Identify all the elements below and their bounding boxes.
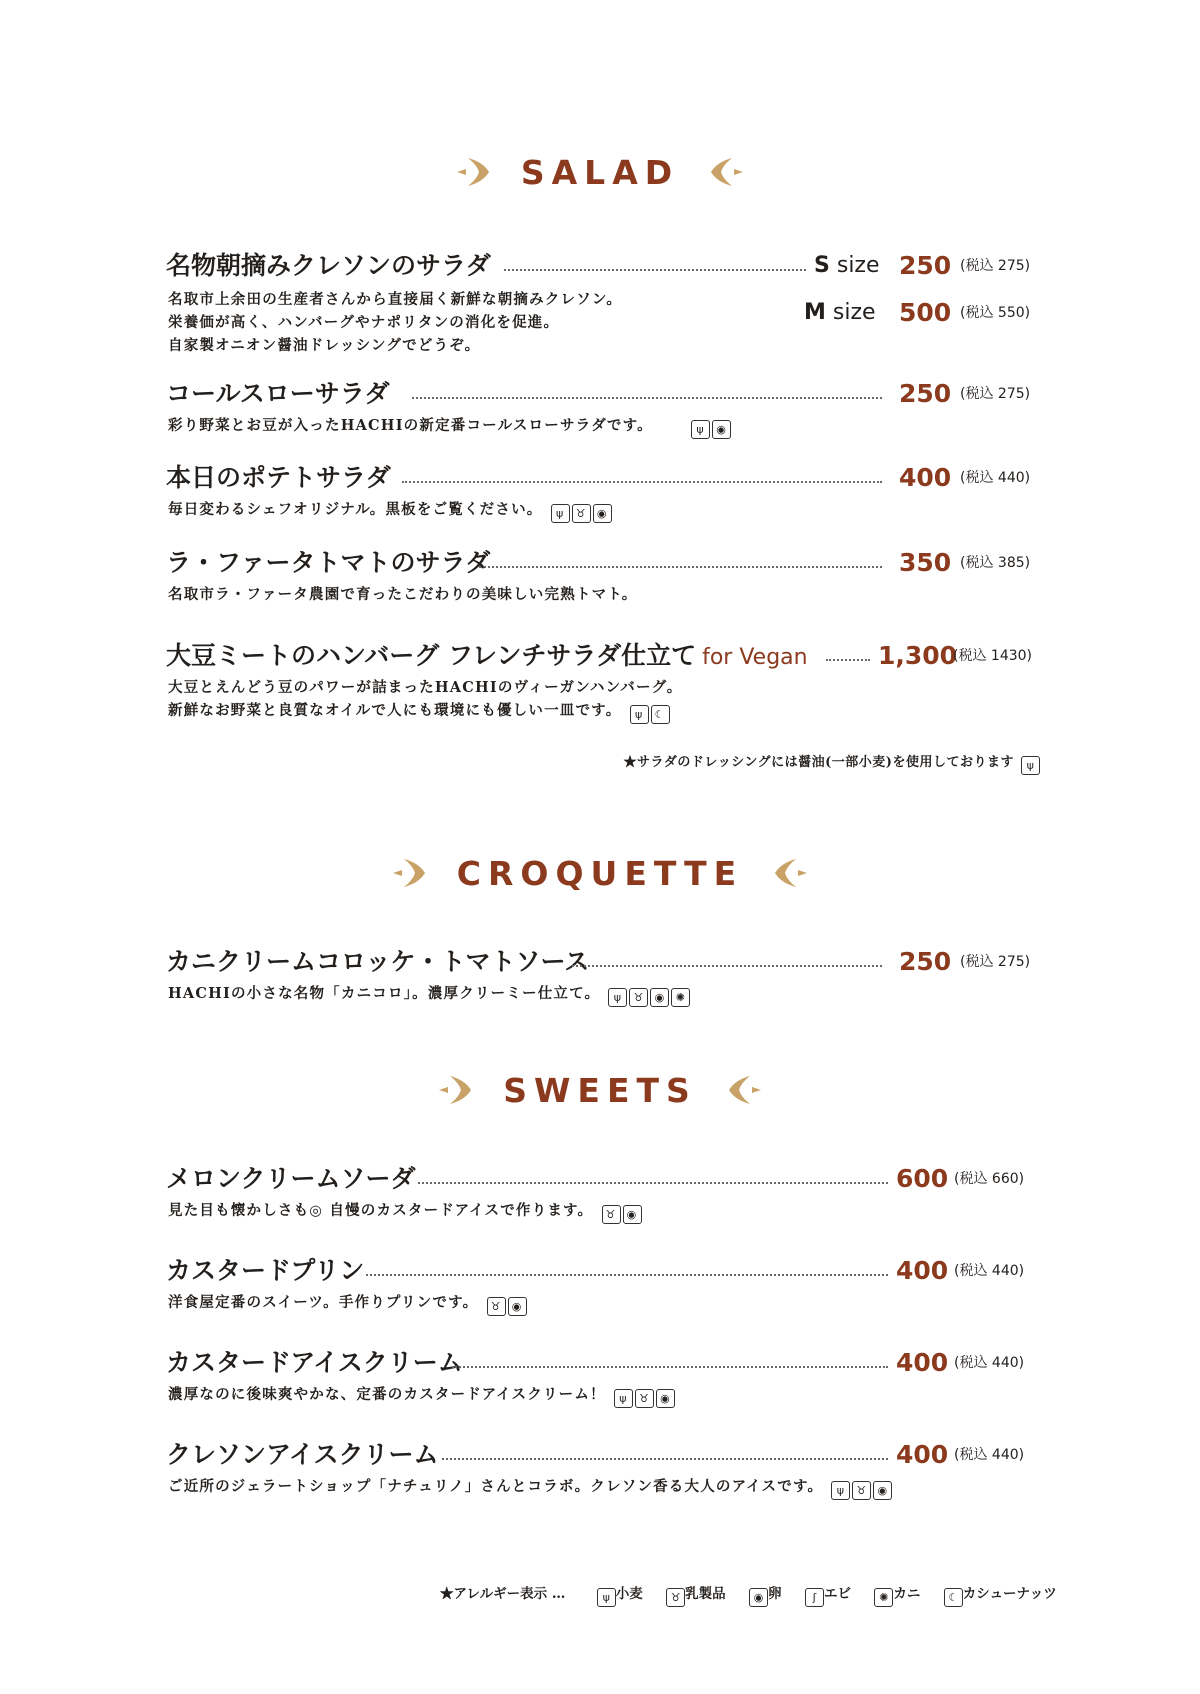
- shrimp-icon: ʃ: [805, 1588, 824, 1607]
- cow-icon: ♉: [635, 1389, 654, 1408]
- wheat-icon: ψ: [597, 1588, 616, 1607]
- item-description: 彩り野菜とお豆が入ったHACHIの新定番コールスローサラダです。 ψ ◉: [168, 414, 1044, 439]
- wheat-icon: ψ: [551, 504, 570, 523]
- wheat-icon: ψ: [1021, 756, 1040, 775]
- ornament-left-icon: [453, 152, 493, 192]
- cashew-icon: ☾: [944, 1588, 963, 1607]
- section-title-text: SALAD: [520, 152, 680, 192]
- crab-icon: ✺: [671, 988, 690, 1007]
- item-name: カスタードアイスクリーム: [166, 1348, 463, 1377]
- menu-item-coleslaw: [166, 374, 1044, 439]
- item-description: 名取市ラ・ファータ農園で育ったこだわりの美味しい完熟トマト。: [168, 586, 638, 603]
- section-title-text: CROQUETTE: [456, 853, 744, 893]
- item-price: 500: [899, 298, 952, 327]
- item-name: カニクリームコロッケ・トマトソース: [166, 947, 590, 976]
- allergen-icons: [485, 1294, 527, 1311]
- wheat-icon: ψ: [691, 420, 710, 439]
- egg-icon: ◉: [656, 1389, 675, 1408]
- allergen-icons: [600, 1202, 642, 1219]
- menu-item-watercress-ice-cream: [166, 1435, 1044, 1500]
- cow-icon: ♉: [487, 1297, 506, 1316]
- dot-leader: [412, 397, 882, 399]
- item-price-tax: (税込 440): [954, 1355, 1025, 1371]
- size-label-s: S size: [814, 253, 880, 278]
- cow-icon: ♉: [572, 504, 591, 523]
- egg-icon: ◉: [650, 988, 669, 1007]
- dot-leader: [418, 1182, 888, 1184]
- item-price: 350: [899, 548, 952, 577]
- egg-icon: ◉: [593, 504, 612, 523]
- dot-leader: [402, 481, 882, 483]
- egg-icon: ◉: [623, 1205, 642, 1224]
- size-row-m: [166, 293, 1044, 333]
- dot-leader: [572, 965, 882, 967]
- ornament-left-icon: [389, 853, 429, 893]
- item-description: 毎日変わるシェフオリジナル。黒板をご覧ください。 ψ ♉ ◉: [168, 498, 1044, 523]
- menu-item-vegan-hamburg: [166, 636, 1044, 724]
- legend-wheat: 小麦: [615, 1586, 643, 1602]
- item-price-tax: (税込 550): [960, 305, 1031, 321]
- item-name: 本日のポテトサラダ: [166, 463, 391, 492]
- menu-item-tomato-salad: [166, 543, 1044, 606]
- menu-item-custard-ice-cream: [166, 1343, 1044, 1408]
- wheat-icon: ψ: [608, 988, 627, 1007]
- salad-dressing-note: ★サラダのドレッシングには醤油(一部小麦)を使用しております ψ: [624, 751, 1041, 775]
- wheat-icon: ψ: [614, 1389, 633, 1408]
- cow-icon: ♉: [629, 988, 648, 1007]
- item-price: 250: [899, 251, 952, 280]
- egg-icon: ◉: [508, 1297, 527, 1316]
- egg-icon: ◉: [873, 1481, 892, 1500]
- item-description: 見た目も懐かしさも◎ 自慢のカスタードアイスで作ります。 ♉ ◉: [168, 1199, 1044, 1224]
- legend-dairy: 乳製品: [685, 1586, 726, 1602]
- item-description: 名取市上余田の生産者さんから直接届く新鮮な朝摘みクレソン。 栄養価が高く、ハンバーグやナポリタンの消化を促進。 自家製オニオン醤油ドレッシングでどうぞ。: [168, 291, 623, 354]
- section-title-salad: [0, 142, 1200, 202]
- legend-shrimp: エビ: [823, 1586, 851, 1602]
- cow-icon: ♉: [666, 1588, 685, 1607]
- legend-label: ★アレルギー表示 …: [440, 1586, 566, 1602]
- legend-cashew: カシューナッツ: [962, 1586, 1057, 1602]
- item-price: 400: [896, 1348, 949, 1377]
- item-description: 濃厚なのに後味爽やかな、定番のカスタードアイスクリーム！ ψ ♉ ◉: [168, 1383, 1044, 1408]
- item-name: 大豆ミートのハンバーグ フレンチサラダ仕立て for Vegan: [166, 641, 808, 670]
- item-name: 名物朝摘みクレソンのサラダ: [166, 251, 491, 280]
- item-description: ご近所のジェラートショップ「ナチュリノ」さんとコラボ。クレソン香る大人のアイスです。 ψ ♉ ◉: [168, 1475, 1044, 1500]
- item-price: 600: [896, 1164, 949, 1193]
- item-price-tax: (税込 275): [960, 954, 1031, 970]
- wheat-icon: ψ: [831, 1481, 850, 1500]
- item-description: 洋食屋定番のスイーツ。手作りプリンです。 ♉ ◉: [168, 1291, 1044, 1316]
- ornament-left-icon: [435, 1070, 475, 1110]
- item-description: HACHIの小さな名物「カニコロ」。濃厚クリーミー仕立て。 ψ ♉ ◉ ✺: [168, 982, 1044, 1007]
- section-title-sweets: [0, 1060, 1200, 1120]
- cow-icon: ♉: [602, 1205, 621, 1224]
- legend-crab: カニ: [893, 1586, 921, 1602]
- section-title-text: SWEETS: [503, 1070, 697, 1110]
- item-price-tax: (税込 440): [954, 1447, 1025, 1463]
- allergen-icons: [549, 501, 612, 518]
- item-price-tax: (税込 275): [960, 386, 1031, 402]
- dot-leader: [442, 1458, 888, 1460]
- menu-item-melon-cream-soda: [166, 1159, 1044, 1224]
- ornament-right-icon: [707, 152, 747, 192]
- item-description: 大豆とえんどう豆のパワーが詰まったHACHIのヴィーガンハンバーグ。 新鮮なお野菜と良質なオイルで人にも環境にも優しい一皿です。 ψ ☾: [168, 676, 1044, 724]
- item-name: クレソンアイスクリーム: [166, 1440, 439, 1469]
- allergen-icons: [606, 985, 690, 1002]
- item-price-tax: (税込 1430): [953, 648, 1033, 664]
- crab-icon: ✺: [874, 1588, 893, 1607]
- ornament-right-icon: [771, 853, 811, 893]
- dot-leader: [826, 659, 870, 661]
- item-price: 250: [899, 947, 952, 976]
- item-price: 400: [896, 1440, 949, 1469]
- menu-item-watercress-salad: [166, 246, 1044, 357]
- item-price-tax: (税込 275): [960, 258, 1031, 274]
- allergen-icons: [612, 1386, 675, 1403]
- allergen-icons: [829, 1478, 892, 1495]
- dot-leader: [452, 1366, 888, 1368]
- item-name: コールスローサラダ: [166, 379, 390, 408]
- item-price: 1,300: [878, 641, 958, 670]
- dot-leader: [504, 269, 806, 271]
- egg-icon: ◉: [749, 1588, 768, 1607]
- dot-leader: [479, 566, 882, 568]
- item-price: 400: [899, 463, 952, 492]
- menu-item-potato-salad: [166, 458, 1044, 523]
- size-label-m: M size: [804, 300, 876, 325]
- dot-leader: [366, 1274, 888, 1276]
- item-name: メロンクリームソーダ: [166, 1164, 416, 1193]
- menu-item-custard-pudding: [166, 1251, 1044, 1316]
- vegan-tag: for Vegan: [702, 645, 808, 670]
- ornament-right-icon: [725, 1070, 765, 1110]
- allergen-legend: [440, 1582, 1057, 1607]
- item-name: ラ・ファータトマトのサラダ: [166, 548, 491, 577]
- cashew-icon: ☾: [651, 705, 670, 724]
- section-title-croquette: [0, 843, 1200, 903]
- allergen-icons: [689, 417, 731, 434]
- item-name: カスタードプリン: [166, 1256, 365, 1285]
- item-price-tax: (税込 385): [960, 555, 1031, 571]
- cow-icon: ♉: [852, 1481, 871, 1500]
- menu-item-crab-croquette: [166, 942, 1044, 1007]
- item-price: 400: [896, 1256, 949, 1285]
- item-price-tax: (税込 440): [960, 470, 1031, 486]
- egg-icon: ◉: [712, 420, 731, 439]
- legend-egg: 卵: [768, 1586, 782, 1602]
- allergen-icons: [628, 702, 670, 719]
- wheat-icon: ψ: [630, 705, 649, 724]
- item-price-tax: (税込 440): [954, 1263, 1025, 1279]
- item-price-tax: (税込 660): [954, 1171, 1025, 1187]
- item-price: 250: [899, 379, 952, 408]
